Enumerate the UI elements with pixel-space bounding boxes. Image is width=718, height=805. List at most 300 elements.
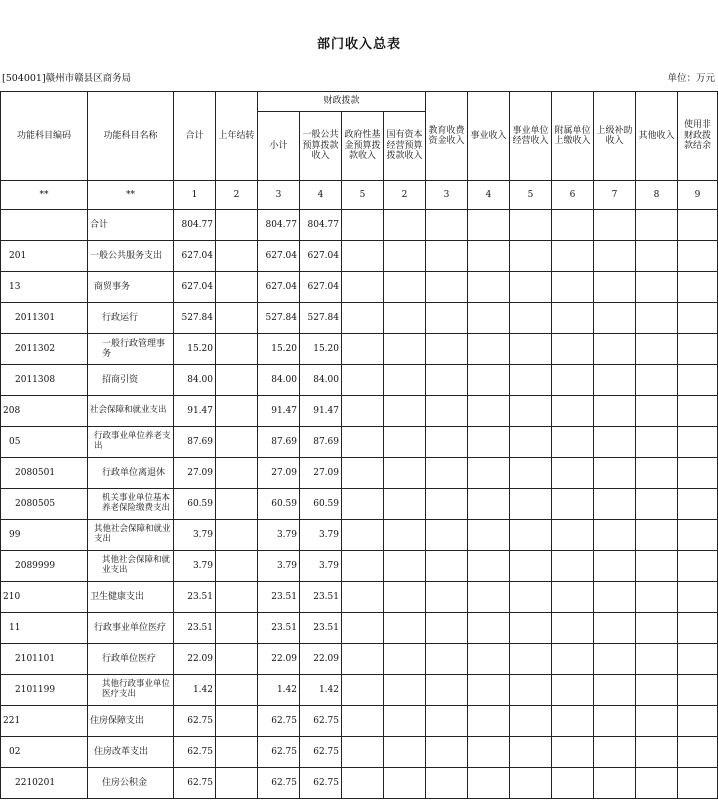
row-general-budget-cell: 62.75 [300, 706, 342, 737]
row-carryover-cell [216, 458, 258, 489]
table-row [1, 272, 718, 303]
row-empty-cell [426, 272, 468, 303]
row-subtotal-cell: 627.04 [258, 241, 300, 272]
row-general-budget-cell: 23.51 [300, 582, 342, 613]
row-empty-cell [636, 768, 678, 799]
row-subtotal-cell: 1.42 [258, 675, 300, 706]
row-empty-cell [426, 241, 468, 272]
row-carryover-cell [216, 520, 258, 551]
header-edu-fee: 教育收费资金收入 [426, 92, 468, 181]
row-name-cell: 行政事业单位养老支出 [88, 427, 174, 458]
row-general-budget-cell: 62.75 [300, 768, 342, 799]
row-empty-cell [552, 582, 594, 613]
row-empty-cell [552, 272, 594, 303]
row-empty-cell [510, 303, 552, 334]
row-empty-cell [510, 210, 552, 241]
row-empty-cell [636, 737, 678, 768]
row-code-cell: 2011301 [1, 303, 88, 334]
row-code-cell: 2080505 [1, 489, 88, 520]
row-name-cell: 行政事业单位医疗 [88, 613, 174, 644]
row-empty-cell [468, 334, 510, 365]
row-empty-cell [552, 210, 594, 241]
row-general-budget-cell: 627.04 [300, 241, 342, 272]
table-row [1, 396, 718, 427]
row-general-budget-cell: 91.47 [300, 396, 342, 427]
index-cell: ** [1, 181, 88, 210]
header-total: 合计 [174, 92, 216, 181]
index-cell: 1 [174, 181, 216, 210]
row-total-cell: 804.77 [174, 210, 216, 241]
row-empty-cell [342, 272, 384, 303]
row-empty-cell [468, 303, 510, 334]
row-name-cell: 一般公共服务支出 [88, 241, 174, 272]
row-subtotal-cell: 23.51 [258, 613, 300, 644]
row-empty-cell [342, 210, 384, 241]
row-empty-cell [468, 427, 510, 458]
row-empty-cell [594, 365, 636, 396]
row-name-cell: 住房改革支出 [88, 737, 174, 768]
row-total-cell: 87.69 [174, 427, 216, 458]
index-cell: 4 [300, 181, 342, 210]
table-row [1, 427, 718, 458]
row-total-cell: 15.20 [174, 334, 216, 365]
row-carryover-cell [216, 675, 258, 706]
row-code-cell: 2101199 [1, 675, 88, 706]
row-empty-cell [678, 334, 718, 365]
row-empty-cell [384, 241, 426, 272]
row-empty-cell [342, 334, 384, 365]
row-empty-cell [636, 675, 678, 706]
row-empty-cell [636, 272, 678, 303]
row-carryover-cell [216, 644, 258, 675]
row-empty-cell [594, 427, 636, 458]
row-total-cell: 62.75 [174, 768, 216, 799]
row-general-budget-cell: 3.79 [300, 520, 342, 551]
row-empty-cell [468, 675, 510, 706]
row-empty-cell [384, 706, 426, 737]
row-general-budget-cell: 15.20 [300, 334, 342, 365]
row-carryover-cell [216, 706, 258, 737]
row-name-cell: 住房保障支出 [88, 706, 174, 737]
row-empty-cell [594, 551, 636, 582]
row-code-cell: 201 [1, 241, 88, 272]
row-empty-cell [594, 582, 636, 613]
row-empty-cell [678, 551, 718, 582]
row-subtotal-cell: 84.00 [258, 365, 300, 396]
row-empty-cell [636, 241, 678, 272]
row-empty-cell [594, 706, 636, 737]
table-row [1, 458, 718, 489]
row-empty-cell [384, 675, 426, 706]
income-summary-table [0, 91, 718, 799]
row-name-cell: 其他社会保障和就业支出 [88, 551, 174, 582]
row-empty-cell [678, 396, 718, 427]
row-empty-cell [552, 427, 594, 458]
row-empty-cell [426, 551, 468, 582]
row-empty-cell [678, 303, 718, 334]
row-total-cell: 84.00 [174, 365, 216, 396]
row-empty-cell [552, 551, 594, 582]
row-empty-cell [468, 737, 510, 768]
row-empty-cell [636, 706, 678, 737]
table-row [1, 737, 718, 768]
row-general-budget-cell: 60.59 [300, 489, 342, 520]
row-empty-cell [426, 737, 468, 768]
row-empty-cell [510, 520, 552, 551]
row-empty-cell [468, 582, 510, 613]
table-row [1, 675, 718, 706]
row-carryover-cell [216, 365, 258, 396]
row-general-budget-cell: 1.42 [300, 675, 342, 706]
row-code-cell: 2011308 [1, 365, 88, 396]
row-empty-cell [342, 458, 384, 489]
index-cell: 6 [552, 181, 594, 210]
row-name-cell: 其他行政事业单位医疗支出 [88, 675, 174, 706]
row-empty-cell [678, 520, 718, 551]
header-carryover: 上年结转 [216, 92, 258, 181]
row-subtotal-cell: 62.75 [258, 768, 300, 799]
row-empty-cell [510, 365, 552, 396]
row-general-budget-cell: 62.75 [300, 737, 342, 768]
row-empty-cell [678, 768, 718, 799]
row-empty-cell [552, 365, 594, 396]
row-empty-cell [426, 644, 468, 675]
row-empty-cell [552, 241, 594, 272]
table-row [1, 489, 718, 520]
row-empty-cell [468, 644, 510, 675]
row-empty-cell [342, 520, 384, 551]
row-empty-cell [426, 613, 468, 644]
row-empty-cell [678, 675, 718, 706]
row-total-cell: 62.75 [174, 706, 216, 737]
row-empty-cell [342, 396, 384, 427]
row-empty-cell [594, 644, 636, 675]
header-state-capital: 国有资本经营预算拨款收入 [384, 112, 426, 181]
row-name-cell: 机关事业单位基本养老保险缴费支出 [88, 489, 174, 520]
row-empty-cell [384, 427, 426, 458]
row-empty-cell [426, 396, 468, 427]
row-empty-cell [426, 489, 468, 520]
row-empty-cell [552, 303, 594, 334]
row-empty-cell [426, 582, 468, 613]
row-empty-cell [510, 675, 552, 706]
header-other: 其他收入 [636, 92, 678, 181]
row-empty-cell [636, 551, 678, 582]
header-name: 功能科目名称 [88, 92, 174, 181]
row-empty-cell [426, 365, 468, 396]
row-name-cell: 合计 [88, 210, 174, 241]
row-empty-cell [342, 644, 384, 675]
row-total-cell: 62.75 [174, 737, 216, 768]
row-total-cell: 23.51 [174, 582, 216, 613]
row-empty-cell [468, 768, 510, 799]
row-total-cell: 23.51 [174, 613, 216, 644]
row-subtotal-cell: 62.75 [258, 737, 300, 768]
row-empty-cell [552, 613, 594, 644]
row-general-budget-cell: 23.51 [300, 613, 342, 644]
row-empty-cell [342, 241, 384, 272]
row-empty-cell [384, 768, 426, 799]
row-carryover-cell [216, 334, 258, 365]
row-empty-cell [510, 737, 552, 768]
row-general-budget-cell: 3.79 [300, 551, 342, 582]
index-cell: 2 [384, 181, 426, 210]
row-empty-cell [510, 551, 552, 582]
row-empty-cell [510, 458, 552, 489]
header-code: 功能科目编码 [1, 92, 88, 181]
table-row [1, 582, 718, 613]
row-empty-cell [552, 489, 594, 520]
table-row [1, 551, 718, 582]
row-name-cell: 招商引资 [88, 365, 174, 396]
row-empty-cell [468, 613, 510, 644]
row-empty-cell [468, 551, 510, 582]
row-subtotal-cell: 91.47 [258, 396, 300, 427]
row-empty-cell [510, 582, 552, 613]
row-carryover-cell [216, 427, 258, 458]
row-empty-cell [342, 737, 384, 768]
row-name-cell: 其他社会保障和就业支出 [88, 520, 174, 551]
row-empty-cell [552, 737, 594, 768]
row-empty-cell [510, 427, 552, 458]
row-empty-cell [510, 241, 552, 272]
row-empty-cell [510, 768, 552, 799]
row-empty-cell [636, 489, 678, 520]
row-empty-cell [468, 210, 510, 241]
row-empty-cell [426, 706, 468, 737]
row-empty-cell [384, 644, 426, 675]
column-index-row [1, 181, 718, 210]
row-name-cell: 卫生健康支出 [88, 582, 174, 613]
row-code-cell: 02 [1, 737, 88, 768]
table-row [1, 706, 718, 737]
row-carryover-cell [216, 737, 258, 768]
row-empty-cell [636, 303, 678, 334]
row-empty-cell [636, 334, 678, 365]
row-empty-cell [510, 334, 552, 365]
row-subtotal-cell: 527.84 [258, 303, 300, 334]
header-business: 事业收入 [468, 92, 510, 181]
row-carryover-cell [216, 582, 258, 613]
row-empty-cell [594, 241, 636, 272]
row-empty-cell [552, 520, 594, 551]
table-row [1, 768, 718, 799]
row-general-budget-cell: 627.04 [300, 272, 342, 303]
row-carryover-cell [216, 768, 258, 799]
row-empty-cell [426, 675, 468, 706]
header-affiliated: 附属单位上缴收入 [552, 92, 594, 181]
row-name-cell: 一般行政管理事务 [88, 334, 174, 365]
row-empty-cell [636, 396, 678, 427]
row-subtotal-cell: 87.69 [258, 427, 300, 458]
row-empty-cell [594, 458, 636, 489]
row-empty-cell [594, 210, 636, 241]
row-empty-cell [342, 303, 384, 334]
row-empty-cell [594, 272, 636, 303]
row-empty-cell [510, 396, 552, 427]
row-subtotal-cell: 3.79 [258, 551, 300, 582]
row-empty-cell [468, 396, 510, 427]
row-empty-cell [384, 365, 426, 396]
row-empty-cell [552, 396, 594, 427]
header-operating: 事业单位经营收入 [510, 92, 552, 181]
row-empty-cell [678, 427, 718, 458]
table-row [1, 303, 718, 334]
row-code-cell: 210 [1, 582, 88, 613]
table-row [1, 613, 718, 644]
row-subtotal-cell: 22.09 [258, 644, 300, 675]
row-empty-cell [384, 210, 426, 241]
row-empty-cell [426, 768, 468, 799]
row-empty-cell [468, 520, 510, 551]
row-empty-cell [510, 489, 552, 520]
row-code-cell [1, 210, 88, 241]
index-cell: 8 [636, 181, 678, 210]
row-total-cell: 27.09 [174, 458, 216, 489]
row-total-cell: 627.04 [174, 241, 216, 272]
row-empty-cell [594, 334, 636, 365]
row-subtotal-cell: 27.09 [258, 458, 300, 489]
row-empty-cell [594, 396, 636, 427]
index-cell: ** [88, 181, 174, 210]
row-empty-cell [594, 737, 636, 768]
row-empty-cell [468, 489, 510, 520]
row-empty-cell [426, 520, 468, 551]
row-empty-cell [384, 272, 426, 303]
row-carryover-cell [216, 241, 258, 272]
row-empty-cell [426, 210, 468, 241]
row-empty-cell [594, 520, 636, 551]
row-empty-cell [510, 613, 552, 644]
row-empty-cell [678, 489, 718, 520]
row-name-cell: 社会保障和就业支出 [88, 396, 174, 427]
row-total-cell: 527.84 [174, 303, 216, 334]
row-total-cell: 627.04 [174, 272, 216, 303]
row-empty-cell [678, 458, 718, 489]
header-subtotal: 小计 [258, 112, 300, 181]
row-subtotal-cell: 23.51 [258, 582, 300, 613]
header-non-fiscal-carry: 使用非财政拨款结余 [678, 92, 718, 181]
row-code-cell: 99 [1, 520, 88, 551]
row-empty-cell [384, 334, 426, 365]
row-general-budget-cell: 22.09 [300, 644, 342, 675]
row-empty-cell [636, 520, 678, 551]
row-empty-cell [384, 396, 426, 427]
index-cell: 3 [426, 181, 468, 210]
row-empty-cell [678, 272, 718, 303]
table-row [1, 334, 718, 365]
row-empty-cell [342, 582, 384, 613]
row-empty-cell [636, 210, 678, 241]
index-cell: 9 [678, 181, 718, 210]
row-code-cell: 2101101 [1, 644, 88, 675]
row-total-cell: 3.79 [174, 520, 216, 551]
row-empty-cell [636, 613, 678, 644]
header-fiscal-group: 财政拨款 [258, 92, 426, 112]
row-carryover-cell [216, 272, 258, 303]
header-general-budget: 一般公共预算拨款收入 [300, 112, 342, 181]
row-empty-cell [636, 644, 678, 675]
row-code-cell: 13 [1, 272, 88, 303]
row-empty-cell [678, 644, 718, 675]
row-empty-cell [636, 427, 678, 458]
row-empty-cell [510, 706, 552, 737]
row-empty-cell [678, 210, 718, 241]
row-empty-cell [384, 489, 426, 520]
row-empty-cell [468, 458, 510, 489]
row-empty-cell [468, 706, 510, 737]
row-empty-cell [678, 241, 718, 272]
index-cell: 4 [468, 181, 510, 210]
row-general-budget-cell: 87.69 [300, 427, 342, 458]
row-total-cell: 3.79 [174, 551, 216, 582]
row-subtotal-cell: 15.20 [258, 334, 300, 365]
index-cell: 7 [594, 181, 636, 210]
row-empty-cell [342, 706, 384, 737]
header-upper-subsidy: 上级补助收入 [594, 92, 636, 181]
row-carryover-cell [216, 303, 258, 334]
row-empty-cell [342, 613, 384, 644]
table-row [1, 210, 718, 241]
row-name-cell: 商贸事务 [88, 272, 174, 303]
row-code-cell: 208 [1, 396, 88, 427]
row-empty-cell [342, 427, 384, 458]
row-code-cell: 05 [1, 427, 88, 458]
row-empty-cell [594, 303, 636, 334]
row-empty-cell [678, 582, 718, 613]
row-general-budget-cell: 804.77 [300, 210, 342, 241]
row-empty-cell [384, 613, 426, 644]
row-code-cell: 11 [1, 613, 88, 644]
row-total-cell: 1.42 [174, 675, 216, 706]
row-empty-cell [468, 272, 510, 303]
row-empty-cell [342, 768, 384, 799]
row-empty-cell [678, 613, 718, 644]
index-cell: 3 [258, 181, 300, 210]
index-cell: 2 [216, 181, 258, 210]
row-empty-cell [342, 675, 384, 706]
row-total-cell: 60.59 [174, 489, 216, 520]
row-empty-cell [552, 768, 594, 799]
row-empty-cell [636, 458, 678, 489]
row-empty-cell [552, 675, 594, 706]
row-total-cell: 91.47 [174, 396, 216, 427]
row-empty-cell [468, 365, 510, 396]
row-subtotal-cell: 627.04 [258, 272, 300, 303]
row-empty-cell [552, 458, 594, 489]
row-empty-cell [384, 551, 426, 582]
row-subtotal-cell: 804.77 [258, 210, 300, 241]
row-empty-cell [678, 737, 718, 768]
table-row [1, 644, 718, 675]
row-empty-cell [342, 365, 384, 396]
index-cell: 5 [342, 181, 384, 210]
currency-unit-label: 单位：万元 [667, 73, 715, 84]
row-general-budget-cell: 527.84 [300, 303, 342, 334]
row-empty-cell [384, 458, 426, 489]
row-empty-cell [510, 644, 552, 675]
row-empty-cell [636, 365, 678, 396]
table-row [1, 241, 718, 272]
row-empty-cell [594, 675, 636, 706]
row-empty-cell [342, 489, 384, 520]
table-row [1, 365, 718, 396]
row-carryover-cell [216, 210, 258, 241]
row-empty-cell [678, 706, 718, 737]
row-empty-cell [342, 551, 384, 582]
row-empty-cell [636, 582, 678, 613]
row-total-cell: 22.09 [174, 644, 216, 675]
